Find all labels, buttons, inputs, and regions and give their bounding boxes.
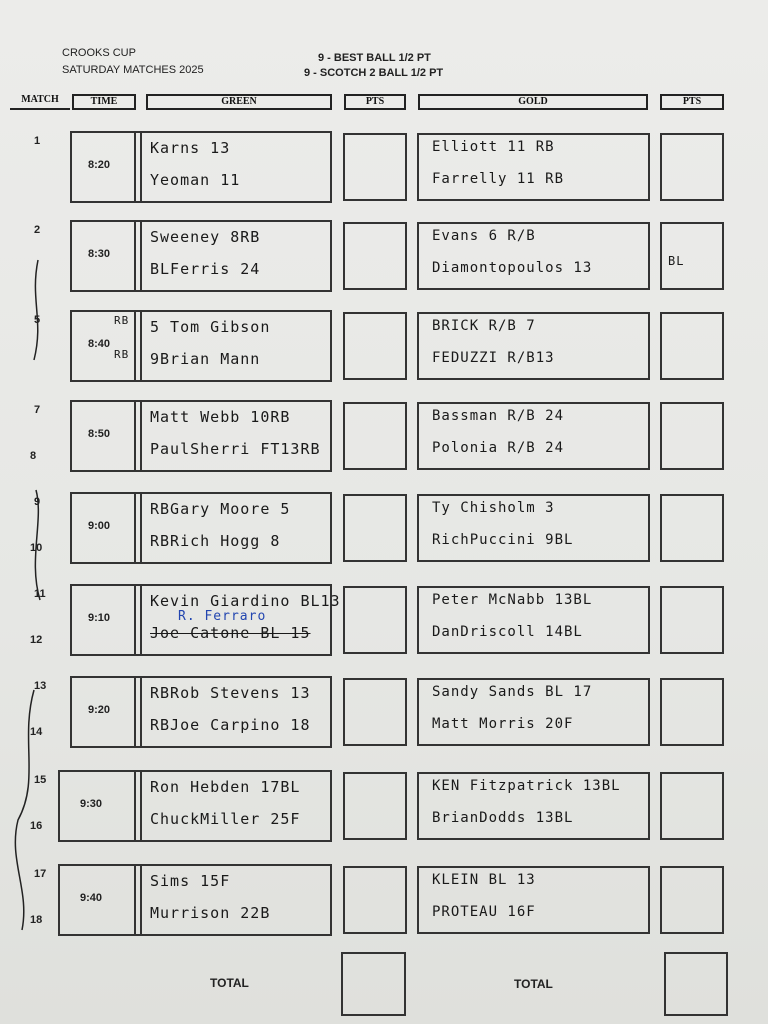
green-player-1: Matt Webb 10RB: [150, 408, 291, 426]
gold-player-2: Polonia R/B 24: [432, 440, 565, 456]
col-match: MATCH: [10, 94, 70, 110]
gold-player-1: KEN Fitzpatrick 13BL: [432, 778, 621, 794]
gold-player-1: Peter McNabb 13BL: [432, 592, 593, 608]
green-player-2: ChuckMiller 25F: [150, 810, 301, 828]
green-player-1: RBGary Moore 5: [150, 500, 291, 518]
tee-time: 9:00: [88, 520, 111, 532]
green-prefix-2: RB: [114, 348, 130, 361]
col-gold: GOLD: [418, 94, 648, 110]
format-line-2: 9 - SCOTCH 2 BALL 1/2 PT: [304, 67, 444, 79]
tee-time: 8:40: [88, 338, 111, 350]
match-number: 13: [34, 680, 47, 692]
gold-player-1: Sandy Sands BL 17: [432, 684, 593, 700]
gold-player-2: PROTEAU 16F: [432, 904, 536, 920]
green-player-2: Murrison 22B: [150, 904, 271, 922]
tee-time: 9:40: [80, 892, 103, 904]
match-number: 2: [34, 224, 41, 236]
event-title: CROOKS CUP: [62, 47, 136, 59]
match-number: 5: [34, 314, 41, 326]
green-substitute: R. Ferraro: [178, 609, 267, 624]
match-number: 9: [34, 496, 41, 508]
green-player-1: Karns 13: [150, 139, 231, 157]
col-gold-pts: PTS: [660, 94, 724, 110]
match-number: 15: [34, 774, 47, 786]
green-player-2: BLFerris 24: [150, 260, 261, 278]
gold-player-1: KLEIN BL 13: [432, 872, 536, 888]
green-total-label: TOTAL: [210, 976, 249, 990]
gold-player-1: Ty Chisholm 3: [432, 500, 555, 516]
tee-time: 9:30: [80, 798, 103, 810]
green-player-1: Sweeney 8RB: [150, 228, 261, 246]
match-number-second: 8: [30, 450, 37, 462]
match-number-second: 14: [30, 726, 43, 738]
tee-time: 8:30: [88, 248, 111, 260]
green-player-1: Kevin Giardino BL13: [150, 592, 341, 610]
green-player-1: Sims 15F: [150, 872, 231, 890]
format-line-1: 9 - BEST BALL 1/2 PT: [318, 52, 431, 64]
green-player-2: 9Brian Mann: [150, 350, 261, 368]
green-player-1: 5 Tom Gibson: [150, 318, 271, 336]
gold-player-2: Diamontopoulos 13: [432, 260, 593, 276]
match-number: 11: [34, 588, 46, 600]
col-time: TIME: [72, 94, 136, 110]
green-player-2: PaulSherri FT13RB: [150, 440, 321, 458]
green-player-1: RBRob Stevens 13: [150, 684, 311, 702]
gold-player-2: RichPuccini 9BL: [432, 532, 574, 548]
green-player-2: RBRich Hogg 8: [150, 532, 281, 550]
green-player-1: Ron Hebden 17BL: [150, 778, 301, 796]
green-player-2: Yeoman 11: [150, 171, 241, 189]
gold-player-2: Matt Morris 20F: [432, 716, 574, 732]
green-player-2: Joe Catone BL 15: [150, 624, 311, 642]
gold-player-1: Elliott 11 RB: [432, 139, 555, 155]
event-subtitle: SATURDAY MATCHES 2025: [62, 64, 204, 76]
match-number: 1: [34, 135, 41, 147]
gold-player-2: Farrelly 11 RB: [432, 171, 565, 187]
match-number-second: 18: [30, 914, 43, 926]
gold-player-2: BrianDodds 13BL: [432, 810, 574, 826]
match-number-second: 12: [30, 634, 43, 646]
match-number-second: 16: [30, 820, 43, 832]
gold-player-1: Evans 6 R/B: [432, 228, 536, 244]
green-prefix-1: RB: [114, 314, 130, 327]
gold-player-2: DanDriscoll 14BL: [432, 624, 583, 640]
match-number: 7: [34, 404, 41, 416]
tee-time: 9:20: [88, 704, 111, 716]
gold-player-1: Bassman R/B 24: [432, 408, 565, 424]
gold-player-2: FEDUZZI R/B13: [432, 350, 555, 366]
match-number: 17: [34, 868, 47, 880]
gold-total-label: TOTAL: [514, 977, 553, 991]
tee-time: 8:20: [88, 159, 111, 171]
green-player-2: RBJoe Carpino 18: [150, 716, 311, 734]
col-green: GREEN: [146, 94, 332, 110]
gold-pts-value: BL: [668, 254, 685, 268]
match-number-second: 10: [30, 542, 43, 554]
tee-time: 8:50: [88, 428, 111, 440]
gold-player-1: BRICK R/B 7: [432, 318, 536, 334]
col-green-pts: PTS: [344, 94, 406, 110]
tee-time: 9:10: [88, 612, 111, 624]
